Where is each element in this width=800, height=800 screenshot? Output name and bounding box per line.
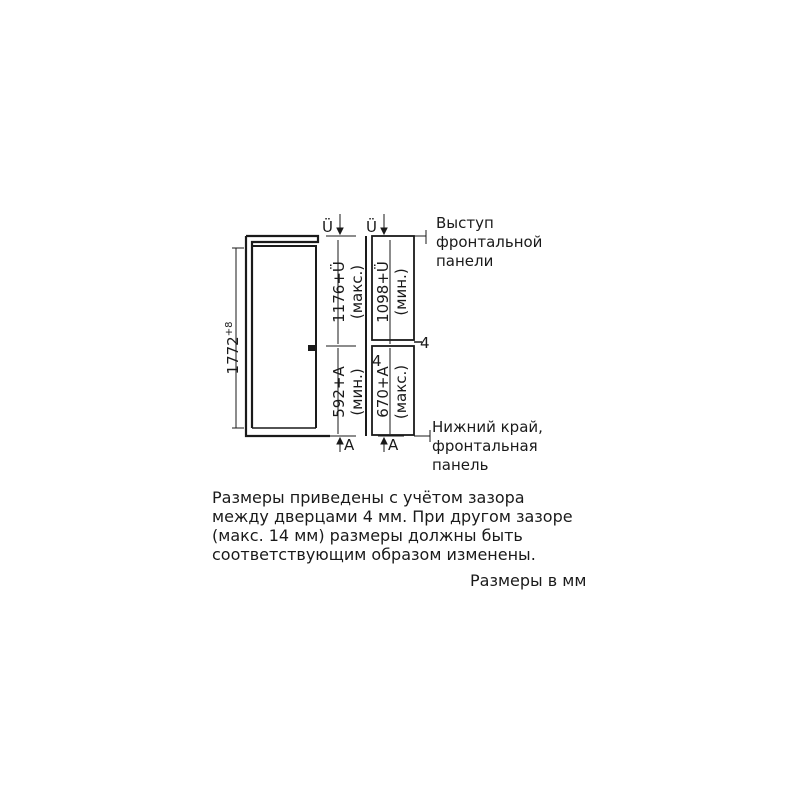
note-line: между дверцами 4 мм. При другом зазоре [212, 507, 573, 526]
callout-bottom-line-2: фронтальная [432, 437, 538, 455]
marker-u-left: Ü [322, 218, 333, 236]
gap-label-left: 4 [372, 352, 382, 370]
marker-a-left: A [344, 436, 355, 454]
callout-bottom-line-1: Нижний край, [432, 418, 543, 436]
callout-bottom-line-3: панель [432, 456, 489, 474]
dim-lower-right-note: (макс.) [392, 364, 410, 420]
callout-top-line-2: фронтальной [436, 233, 543, 251]
dim-upper-left: 1176+Ü [330, 261, 348, 323]
dimension-notes [212, 488, 594, 564]
note-line: (макс. 14 мм) размеры должны быть [212, 526, 523, 545]
note-line: Размеры приведены с учётом зазора [212, 488, 525, 507]
callout-top-line-3: панели [436, 252, 494, 270]
dim-upper-left-note: (макс.) [348, 264, 366, 320]
marker-a-right: A [388, 436, 399, 454]
appliance-outline [246, 236, 330, 436]
units-note: Размеры в мм [470, 571, 587, 590]
dim-upper-right-note: (мин.) [392, 268, 410, 316]
dim-upper-right: 1098+Ü [374, 261, 392, 323]
overall-height-label: $1772^{+8}$ [224, 321, 242, 375]
dim-lower-right: 670+A [374, 366, 392, 418]
dim-lower-left: 592+A [330, 366, 348, 418]
dim-lower-left-note: (мин.) [348, 368, 366, 416]
note-line: соответствующим образом изменены. [212, 545, 536, 564]
marker-u-right: Ü [366, 218, 377, 236]
gap-label-right: 4 [420, 334, 430, 352]
callout-top-line-1: Выступ [436, 214, 494, 232]
